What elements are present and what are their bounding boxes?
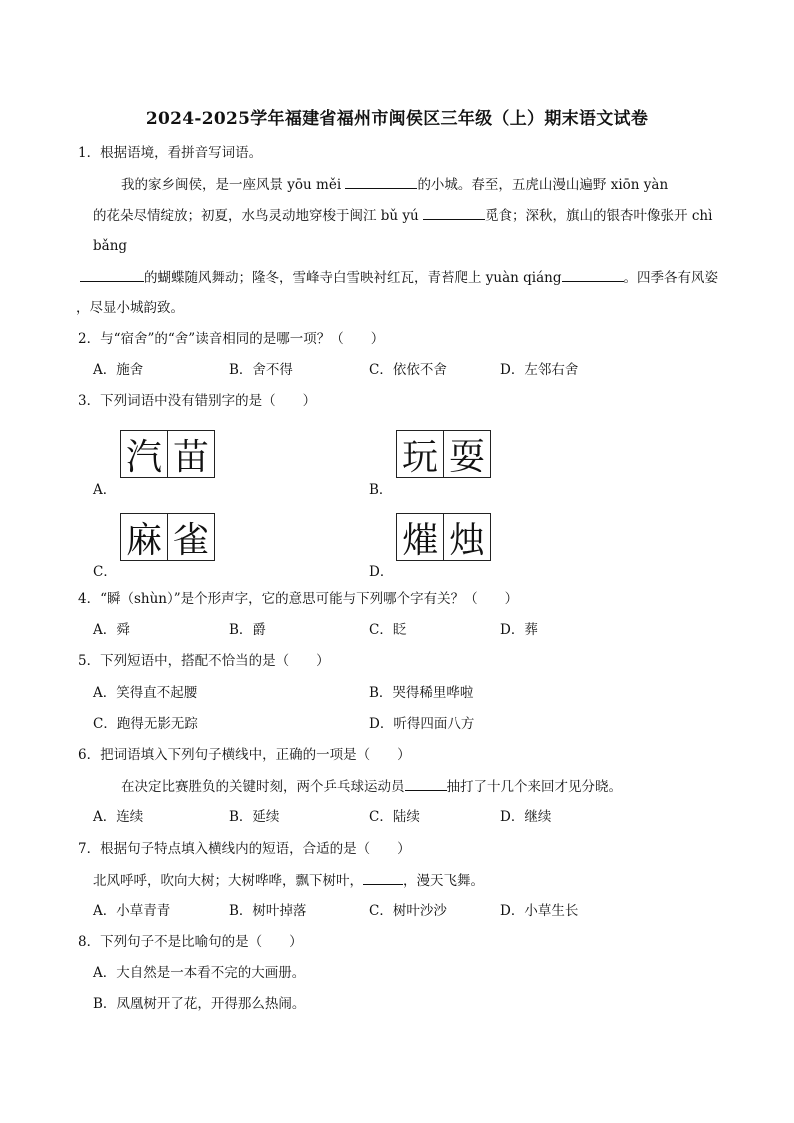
q8-option-b[interactable]: B．凤凰树开了花，开得那么热闹。 xyxy=(93,996,306,1012)
grid-char: 苗 xyxy=(167,431,214,477)
q1-paragraph-line-1 xyxy=(121,175,668,194)
grid-char: 麻 xyxy=(125,519,162,561)
q1-paragraph-line-4 xyxy=(80,268,718,287)
q7-text: ，漫天飞舞。 xyxy=(403,873,484,889)
q5-option-b[interactable]: B．哭得稀里哗啦 xyxy=(369,685,474,701)
grid-char: 玩 xyxy=(401,436,438,478)
q1-text: ，尽显小城韵致。 xyxy=(76,300,184,316)
q4-option-b[interactable]: B．爵 xyxy=(229,622,266,638)
q4-option-d[interactable]: D．葬 xyxy=(500,622,538,638)
q5-option-c[interactable]: C．跑得无影无踪 xyxy=(93,716,198,732)
q6-option-a[interactable]: A．连续 xyxy=(93,809,144,825)
q4-option-a[interactable]: A．舜 xyxy=(93,622,130,638)
q3-option-a-label[interactable]: A． xyxy=(93,482,117,498)
grid-char: 耍 xyxy=(443,431,490,477)
answer-blank[interactable] xyxy=(405,777,447,791)
q3-option-a-grid xyxy=(120,430,215,478)
q5-option-d[interactable]: D．听得四面八方 xyxy=(369,716,475,732)
answer-blank[interactable] xyxy=(80,268,144,282)
q2-stem: 2．与“宿舍”的“舍”读音相同的是哪一项？（ ） xyxy=(78,331,385,347)
q7-option-a[interactable]: A．小草青青 xyxy=(93,903,171,919)
answer-blank[interactable] xyxy=(423,206,485,220)
q6-stem: 6．把词语填入下列句子横线中，正确的一项是（ ） xyxy=(78,747,411,763)
grid-char: 雀 xyxy=(167,514,214,560)
q1-text: 觅食；深秋，旗山的银杏叶像张开 chì xyxy=(485,208,713,224)
q1-text: 我的家乡闽侯，是一座风景 yōu měi xyxy=(121,177,346,193)
answer-blank[interactable] xyxy=(363,871,403,885)
q3-option-b-label[interactable]: B． xyxy=(369,482,393,498)
q8-option-a[interactable]: A．大自然是一本看不完的大画册。 xyxy=(93,965,306,981)
q6-text: 在决定比赛胜负的关键时刻，两个乒乓球运动员 xyxy=(121,779,405,795)
q6-option-c[interactable]: C．陆续 xyxy=(369,809,420,825)
page-title: 2024-2025学年福建省福州市闽侯区三年级（上）期末语文试卷 xyxy=(145,109,649,129)
q6-option-b[interactable]: B．延续 xyxy=(229,809,280,825)
q3-option-c-grid xyxy=(120,513,215,561)
q7-stem: 7．根据句子特点填入横线内的短语，合适的是（ ） xyxy=(78,841,411,857)
q3-option-b-grid xyxy=(396,430,491,478)
q1-text: bǎng xyxy=(93,238,128,254)
q5-option-a[interactable]: A．笑得直不起腰 xyxy=(93,685,198,701)
answer-blank[interactable] xyxy=(345,175,417,189)
q5-stem: 5．下列短语中，搭配不恰当的是（ ） xyxy=(78,653,330,669)
q6-option-d[interactable]: D．继续 xyxy=(500,809,552,825)
q7-text: 北风呼呼，吹向大树；大树哗哗，飘下树叶， xyxy=(93,873,363,889)
q1-text: 的花朵尽情绽放；初夏，水鸟灵动地穿梭于闽江 bǔ yú xyxy=(93,208,424,224)
grid-char: 汽 xyxy=(125,436,162,478)
q3-stem: 3．下列词语中没有错别字的是（ ） xyxy=(78,393,317,409)
q3-option-d-label[interactable]: D． xyxy=(369,564,394,580)
q3-option-d-grid xyxy=(396,513,491,561)
q7-option-c[interactable]: C．树叶沙沙 xyxy=(369,903,447,919)
q1-paragraph-line-2 xyxy=(93,206,712,225)
q7-sentence xyxy=(93,871,484,890)
q2-option-a[interactable]: A．施舍 xyxy=(93,362,144,378)
q4-stem: 4．“瞬（shùn）”是个形声字，它的意思可能与下列哪个字有关？（ ） xyxy=(78,591,519,607)
q2-option-d[interactable]: D．左邻右舍 xyxy=(500,362,579,378)
q6-sentence xyxy=(121,777,622,796)
grid-char: 烛 xyxy=(443,514,490,560)
q4-option-c[interactable]: C．眨 xyxy=(369,622,407,638)
q6-text: 抽打了十几个来回才见分晓。 xyxy=(446,779,622,795)
q3-option-c-label[interactable]: C． xyxy=(93,564,117,580)
q1-text: 的小城。春至，五虎山漫山遍野 xiōn yàn xyxy=(417,177,669,193)
q7-option-b[interactable]: B．树叶掉落 xyxy=(229,903,307,919)
q2-option-c[interactable]: C．依依不舍 xyxy=(369,362,447,378)
q8-stem: 8．下列句子不是比喻句的是（ ） xyxy=(78,934,303,950)
q1-stem: 1．根据语境，看拼音写词语。 xyxy=(78,145,263,161)
grid-char: 熣 xyxy=(401,519,438,561)
q1-text: 。四季各有风姿 xyxy=(623,270,718,286)
q1-text: 的蝴蝶随风舞动；隆冬，雪峰寺白雪映衬红瓦，青苔爬上 yuàn qiáng xyxy=(144,270,562,286)
answer-blank[interactable] xyxy=(562,268,624,282)
q2-option-b[interactable]: B．舍不得 xyxy=(229,362,293,378)
q7-option-d[interactable]: D．小草生长 xyxy=(500,903,579,919)
